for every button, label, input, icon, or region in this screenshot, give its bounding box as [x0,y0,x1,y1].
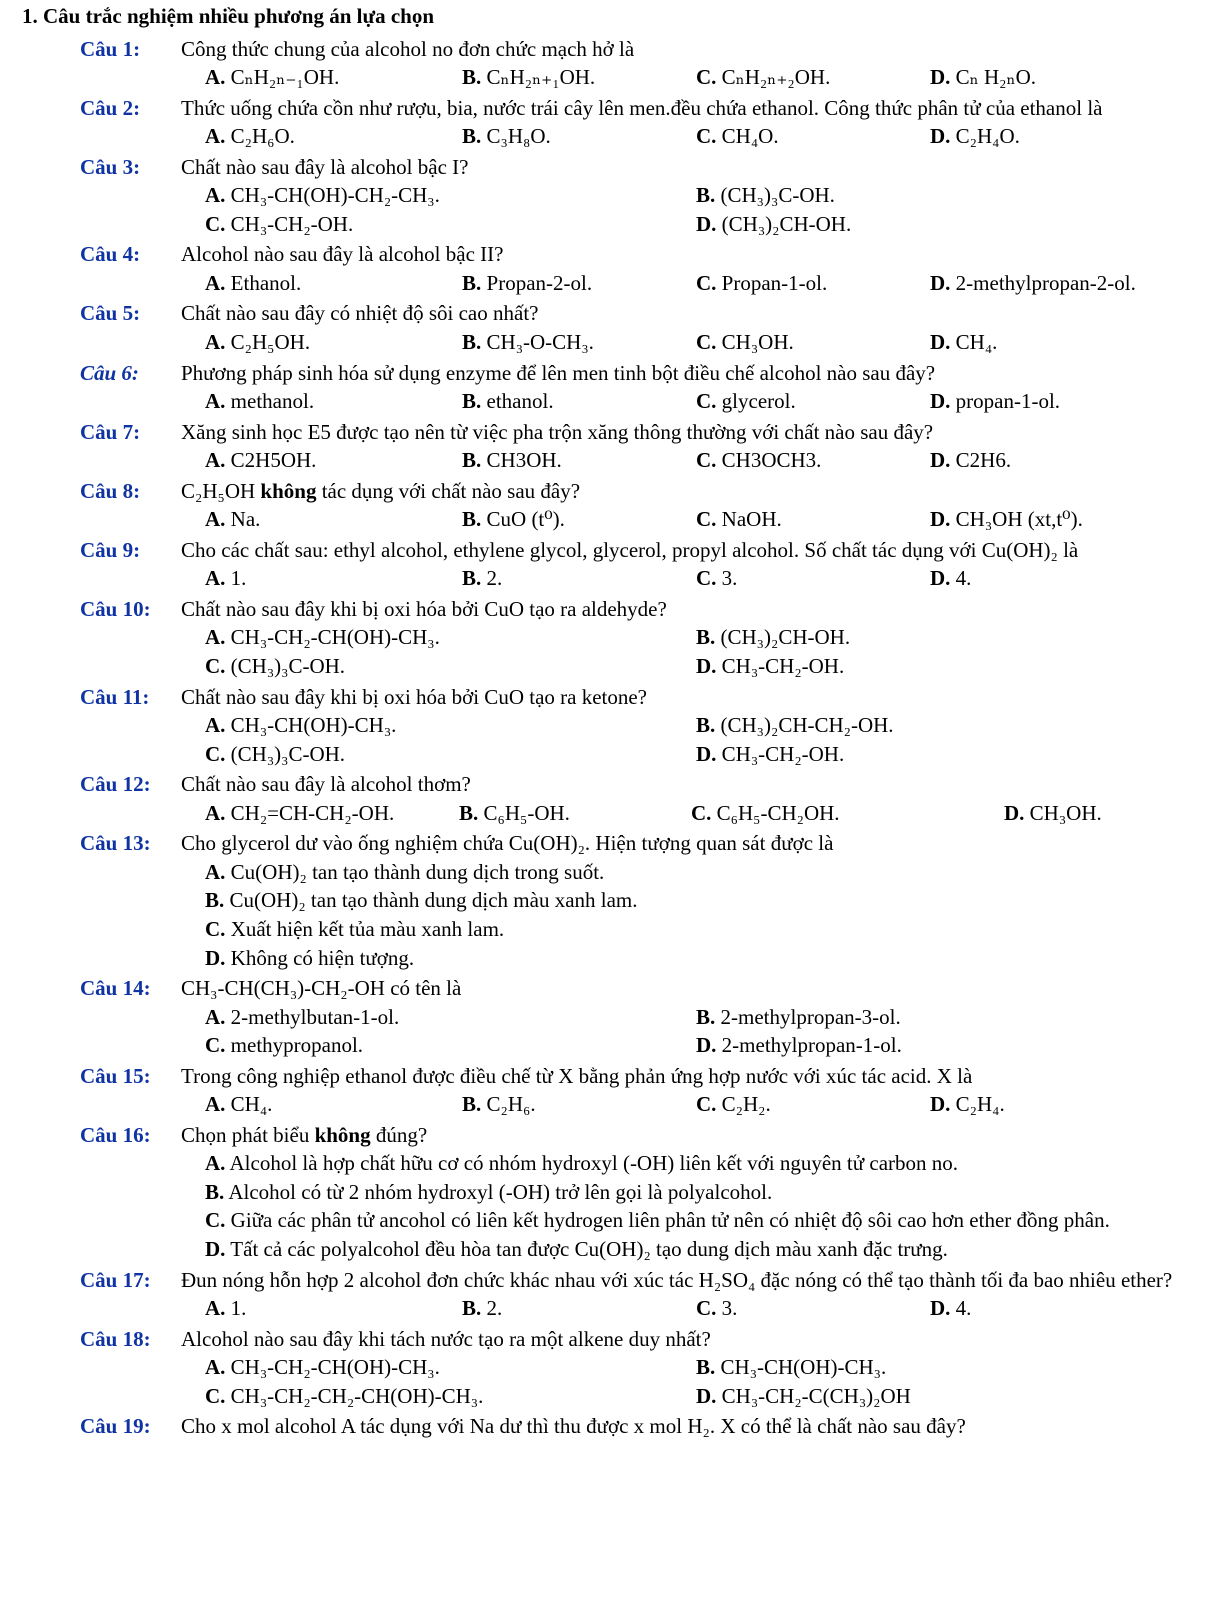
option-b: B. (CH₃)₂CH-OH. [696,625,851,650]
option-letter: B. [462,1296,482,1321]
option-a: A. CH₄. [205,1092,273,1117]
option-c: C. NaOH. [696,507,782,532]
option-d: D. 4. [930,566,972,591]
option-b: B. CH3OH. [462,448,562,473]
option-c: C. C₆H₅-CH₂OH. [691,800,840,825]
option-b: B. ethanol. [462,389,554,414]
option-d: D. C₂H₄O. [930,124,1020,149]
question-label: Câu 18: [80,1326,151,1351]
option-a: A. CₙH₂ₙ₋₁OH. [205,65,340,90]
option-c: C. CₙH₂ₙ₊₂OH. [696,65,831,90]
option-a: A. 1. [205,1296,247,1321]
option-letter: D. [930,1296,951,1321]
option-c: C. glycerol. [696,389,796,414]
question-stem: Chất nào sau đây là alcohol bậc I? [181,154,469,179]
option-c: C. 3. [696,1296,738,1321]
option-d: D. Tất cả các polyalcohol đều hòa tan được Cu(OH)₂ tạo dung dịch màu xanh đặc trưng. [205,1236,948,1261]
question-label: Câu 17: [80,1267,151,1292]
option-letter: D. [930,1092,951,1117]
option-letter: C. [696,507,717,532]
option-c: C. CH3OCH3. [696,448,822,473]
option-letter: D. [205,1236,226,1261]
option-d: D. CH₃OH. [1004,800,1102,825]
option-letter: C. [205,211,226,236]
question-label: Câu 14: [80,976,151,1001]
option-a: A. Ethanol. [205,270,302,295]
option-letter: B. [462,389,482,414]
option-d: D. 4. [930,1296,972,1321]
option-letter: D. [930,566,951,591]
question-stem: Chất nào sau đây là alcohol thơm? [181,772,471,797]
option-letter: B. [696,625,716,650]
option-letter: B. [462,65,482,90]
option-letter: A. [205,448,226,473]
option-letter: B. [462,448,482,473]
option-b: B. (CH₃)₂CH-CH₂-OH. [696,713,894,738]
option-letter: B. [462,330,482,355]
option-c: C. CH₃-CH₂-CH₂-CH(OH)-CH₃. [205,1383,484,1408]
option-letter: A. [205,124,226,149]
option-letter: C. [696,566,717,591]
option-letter: B. [696,183,716,208]
option-letter: B. [462,124,482,149]
option-c: C. Xuất hiện kết tủa màu xanh lam. [205,916,505,941]
option-d: D. CH₃-CH₂-OH. [696,654,845,679]
option-letter: A. [205,183,226,208]
option-b: B. (CH₃)₃C-OH. [696,183,835,208]
question-8 [22,477,1182,534]
question-1 [22,35,1182,92]
question-stem: Trong công nghiệp ethanol được điều chế từ X bằng phản ứng hợp nước với xúc tác acid. X là [181,1063,973,1088]
option-c: C. Propan-1-ol. [696,270,828,295]
option-c: C. (CH₃)₃C-OH. [205,654,346,679]
option-b: B. C₂H₆. [462,1092,536,1117]
option-d: D. CH₃-CH₂-C(CH₃)₂OH [696,1383,911,1408]
question-stem: Alcohol nào sau đây là alcohol bậc II? [181,242,504,267]
question-17 [22,1266,1182,1323]
question-6 [22,359,1182,416]
option-c: C. 3. [696,566,738,591]
option-letter: D. [930,448,951,473]
option-letter: A. [205,859,226,884]
option-letter: C. [205,741,226,766]
question-label: Câu 19: [80,1414,151,1439]
option-b: B. 2. [462,566,503,591]
option-letter: D. [930,507,951,532]
option-b: B. 2. [462,1296,503,1321]
option-b: B. C₃H₈O. [462,124,551,149]
option-c: C. CH₃OH. [696,330,794,355]
option-d: D. Không có hiện tượng. [205,945,415,970]
option-letter: C. [696,270,717,295]
option-b: B. CH₃-CH(OH)-CH₃. [696,1355,887,1380]
question-label: Câu 11: [80,684,150,709]
option-letter: C. [696,1296,717,1321]
option-letter: B. [205,888,225,913]
option-letter: A. [205,1296,226,1321]
section-title: 1. Câu trắc nghiệm nhiều phương án lựa chọn [22,4,434,28]
option-b: B. Cu(OH)₂ tan tạo thành dung dịch màu xanh lam. [205,888,638,913]
question-stem: Chất nào sau đây khi bị oxi hóa bởi CuO tạo ra ketone? [181,684,647,709]
question-4 [22,240,1182,297]
option-letter: B. [462,1092,482,1117]
option-a: A. C₂H₆O. [205,124,295,149]
question-label: Câu 13: [80,831,151,856]
option-c: C. CH₃-CH₂-OH. [205,211,354,236]
option-letter: D. [1004,800,1025,825]
option-letter: A. [205,65,226,90]
option-d: D. CH₃OH (xt,t⁰). [930,507,1083,532]
question-7 [22,418,1182,475]
question-19 [22,1412,1182,1441]
question-label: Câu 9: [80,537,141,562]
question-stem: Phương pháp sinh hóa sử dụng enzyme để lên men tinh bột điều chế alcohol nào sau đây? [181,360,936,385]
option-letter: A. [205,566,226,591]
option-c: C. methypropanol. [205,1033,364,1058]
question-stem: Chất nào sau đây khi bị oxi hóa bởi CuO tạo ra aldehyde? [181,596,667,621]
question-stem: Xăng sinh học E5 được tạo nên từ việc pha trộn xăng thông thường với chất nào sau đây? [181,419,934,444]
option-letter: A. [205,507,226,532]
question-10 [22,595,1182,681]
option-letter: D. [930,330,951,355]
option-letter: A. [205,389,226,414]
option-a: A. Cu(OH)₂ tan tạo thành dung dịch trong suốt. [205,859,605,884]
option-b: B. Propan-2-ol. [462,270,593,295]
option-d: D. 2-methylpropan-2-ol. [930,270,1136,295]
option-a: A. CH₃-CH(OH)-CH₂-CH₃. [205,183,440,208]
question-stem: C₂H₅OH không tác dụng với chất nào sau đây? [181,478,581,503]
option-b: B. C₆H₅-OH. [459,800,570,825]
option-a: A. 1. [205,566,247,591]
question-5 [22,299,1182,356]
option-letter: D. [696,211,717,236]
question-14 [22,974,1182,1060]
question-stem: Thức uống chứa cồn như rượu, bia, nước trái cây lên men.đều chứa ethanol. Công thức phân tử của ethanol là [181,95,1103,120]
question-12 [22,770,1182,827]
question-stem: Đun nóng hỗn hợp 2 alcohol đơn chức khác nhau với xúc tác H₂SO₄ đặc nóng có thể tạo thành tối đa bao nhiêu ether? [181,1267,1173,1292]
question-label: Câu 6: [80,360,139,385]
option-a: A. CH₃-CH₂-CH(OH)-CH₃. [205,1355,440,1380]
question-label: Câu 7: [80,419,141,444]
option-c: C. (CH₃)₃C-OH. [205,741,346,766]
option-b: B. CH₃-O-CH₃. [462,330,594,355]
option-letter: B. [696,713,716,738]
option-a: A. CH₃-CH(OH)-CH₃. [205,713,397,738]
question-stem: Alcohol nào sau đây khi tách nước tạo ra một alkene duy nhất? [181,1326,711,1351]
option-letter: D. [696,1033,717,1058]
question-stem: Cho glycerol dư vào ống nghiệm chứa Cu(OH)₂. Hiện tượng quan sát được là [181,831,834,856]
question-label: Câu 12: [80,772,151,797]
question-label: Câu 16: [80,1122,151,1147]
option-letter: A. [205,1151,226,1176]
question-13 [22,829,1182,972]
question-label: Câu 4: [80,242,141,267]
question-stem: Cho x mol alcohol A tác dụng với Na dư thì thu được x mol H₂. X có thể là chất nào sau đây? [181,1414,966,1439]
option-letter: A. [205,270,226,295]
question-stem: Chất nào sau đây có nhiệt độ sôi cao nhất? [181,301,539,326]
option-letter: D. [696,654,717,679]
option-letter: B. [696,1355,716,1380]
question-label: Câu 15: [80,1063,151,1088]
option-a: A. 2-methylbutan-1-ol. [205,1004,400,1029]
option-c: C. C₂H₂. [696,1092,771,1117]
option-letter: C. [691,800,712,825]
option-a: A. C₂H₅OH. [205,330,311,355]
question-9 [22,536,1182,593]
option-letter: D. [696,1383,717,1408]
option-d: D. C2H6. [930,448,1012,473]
option-letter: A. [205,800,226,825]
option-letter: D. [930,124,951,149]
option-c: C. Giữa các phân tử ancohol có liên kết hydrogen liên phân tử nên có nhiệt độ sôi cao hơn ether đồng phân. [205,1208,1110,1233]
option-a: A. CH₃-CH₂-CH(OH)-CH₃. [205,625,440,650]
option-letter: A. [205,1004,226,1029]
question-label: Câu 3: [80,154,141,179]
question-stem: Công thức chung của alcohol no đơn chức mạch hở là [181,36,635,61]
option-b: B. CuO (t⁰). [462,507,565,532]
option-letter: C. [205,1383,226,1408]
option-letter: C. [696,330,717,355]
option-d: D. C₂H₄. [930,1092,1005,1117]
option-b: B. Alcohol có từ 2 nhóm hydroxyl (-OH) trở lên gọi là polyalcohol. [205,1179,773,1204]
option-letter: C. [205,654,226,679]
question-stem: Chọn phát biểu không đúng? [181,1122,428,1147]
option-letter: D. [205,945,226,970]
option-d: D. (CH₃)₂CH-OH. [696,211,852,236]
option-letter: B. [696,1004,716,1029]
option-b: B. CₙH₂ₙ₊₁OH. [462,65,596,90]
question-label: Câu 5: [80,301,141,326]
option-d: D. Cₙ H₂ₙO. [930,65,1037,90]
option-d: D. 2-methylpropan-1-ol. [696,1033,902,1058]
option-d: D. CH₃-CH₂-OH. [696,741,845,766]
option-letter: D. [930,389,951,414]
option-a: A. Na. [205,507,261,532]
option-letter: D. [930,270,951,295]
option-letter: A. [205,713,226,738]
option-d: D. CH₄. [930,330,998,355]
option-a: A. methanol. [205,389,315,414]
option-d: D. propan-1-ol. [930,389,1061,414]
question-stem: CH₃-CH(CH₃)-CH₂-OH có tên là [181,976,462,1001]
question-label: Câu 8: [80,478,141,503]
option-letter: B. [459,800,479,825]
option-letter: B. [462,270,482,295]
question-16 [22,1121,1182,1264]
question-18 [22,1325,1182,1411]
question-15 [22,1062,1182,1119]
option-letter: B. [205,1179,225,1204]
option-letter: C. [696,124,717,149]
question-stem: Cho các chất sau: ethyl alcohol, ethylene glycol, glycerol, propyl alcohol. Số chất tác dụng với Cu(OH)₂ là [181,537,1079,562]
question-label: Câu 10: [80,596,151,621]
option-a: A. Alcohol là hợp chất hữu cơ có nhóm hydroxyl (-OH) liên kết với nguyên tử carbon no. [205,1151,959,1176]
question-3 [22,153,1182,239]
option-letter: D. [930,65,951,90]
option-letter: C. [696,389,717,414]
option-letter: C. [696,448,717,473]
option-letter: A. [205,1355,226,1380]
question-label: Câu 2: [80,95,141,120]
option-letter: C. [696,1092,717,1117]
option-b: B. 2-methylpropan-3-ol. [696,1004,901,1029]
option-letter: D. [696,741,717,766]
option-letter: C. [696,65,717,90]
option-letter: C. [205,1033,226,1058]
question-11 [22,683,1182,769]
option-letter: B. [462,566,482,591]
option-letter: C. [205,916,226,941]
option-a: A. CH₂=CH-CH₂-OH. [205,800,395,825]
option-a: A. C2H5OH. [205,448,317,473]
question-2 [22,94,1182,151]
option-letter: A. [205,625,226,650]
option-letter: A. [205,330,226,355]
option-c: C. CH₄O. [696,124,779,149]
option-letter: A. [205,1092,226,1117]
question-label: Câu 1: [80,36,141,61]
option-letter: C. [205,1208,226,1233]
option-letter: B. [462,507,482,532]
